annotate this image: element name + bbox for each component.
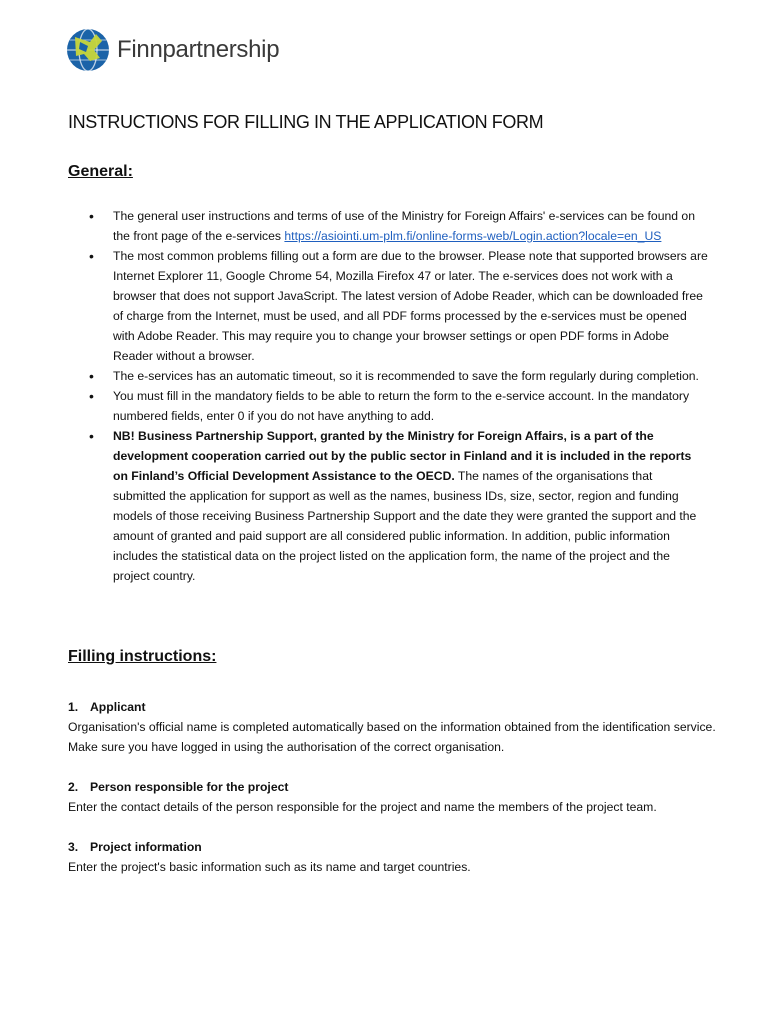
general-heading: General: xyxy=(68,163,133,180)
bullet-icon: • xyxy=(89,388,94,404)
section-body: Enter the project's basic information such as its name and target countries. xyxy=(68,860,471,874)
section-applicant xyxy=(68,697,718,757)
section-body: Organisation's official name is completed automatically based on the information obtained from the identification service. Make sure you have logged in using the authorisation of the correct organisation. xyxy=(68,720,716,754)
section-person-responsible xyxy=(68,777,718,817)
bullet-text: The general user instructions and terms of use of the Ministry for Foreign Affairs' e-services can be found on the front page of the e-services xyxy=(113,209,695,243)
bullet-icon: • xyxy=(89,208,94,224)
section-title: Project information xyxy=(90,840,202,854)
section-number: 3. xyxy=(68,840,79,854)
finnpartnership-logo xyxy=(66,28,279,72)
list-item xyxy=(68,246,708,366)
section-body: Enter the contact details of the person responsible for the project and name the members of the project team. xyxy=(68,800,657,814)
logo-text: Finnpartnership xyxy=(117,36,280,63)
list-item xyxy=(68,366,708,386)
section-number: 2. xyxy=(68,780,79,794)
filling-instructions-heading: Filling instructions: xyxy=(68,648,217,665)
bullet-bold-text: NB! Business Partnership Support, granted by the Ministry for Foreign Affairs, is a part of the development cooperation carried out by the public sector in Finland and it is included in the reports on Finland’s Official Development Assistance to the OECD. xyxy=(113,429,692,483)
bullet-icon: • xyxy=(89,428,94,444)
section-project-information xyxy=(68,837,718,877)
document-title: INSTRUCTIONS FOR FILLING IN THE APPLICATION FORM xyxy=(68,112,544,132)
eservices-link[interactable]: https://asiointi.um-plm.fi/online-forms-web/Login.action?locale=en_US xyxy=(284,229,662,243)
globe-logo-icon xyxy=(66,28,110,72)
section-title: Person responsible for the project xyxy=(90,780,289,794)
general-bullet-list xyxy=(68,206,708,586)
section-number: 1. xyxy=(68,700,79,714)
bullet-text: The names of the organisations that submitted the application for support as well as the names, business IDs, size, sector, region and funding models of those receiving Business Partnership Support and the date they were granted the support and the amount of granted and paid support are all considered public information. In addition, public information includes the statistical data on the project listed on the application form, the name of the project and the project country. xyxy=(113,469,697,583)
list-item xyxy=(68,386,708,426)
section-title: Applicant xyxy=(90,700,146,714)
bullet-text: The e-services has an automatic timeout, so it is recommended to save the form regularly during completion. xyxy=(113,369,699,383)
list-item xyxy=(68,206,708,246)
bullet-text: You must fill in the mandatory fields to be able to return the form to the e-service account. In the mandatory numbered fields, enter 0 if you do not have anything to add. xyxy=(113,389,690,423)
bullet-icon: • xyxy=(89,248,94,264)
bullet-text: The most common problems filling out a form are due to the browser. Please note that supported browsers are Internet Explorer 11, Google Chrome 54, Mozilla Firefox 47 or later. The e-services does not work with a browser that does not support JavaScript. The latest version of Adobe Reader, which can be downloaded free of charge from the Internet, must be used, and all PDF forms processed by the e-services must be opened with Adobe Reader. This may require you to change your browser settings or open PDF forms in Adobe Reader without a browser. xyxy=(113,249,708,363)
list-item xyxy=(68,426,708,586)
bullet-icon: • xyxy=(89,368,94,384)
